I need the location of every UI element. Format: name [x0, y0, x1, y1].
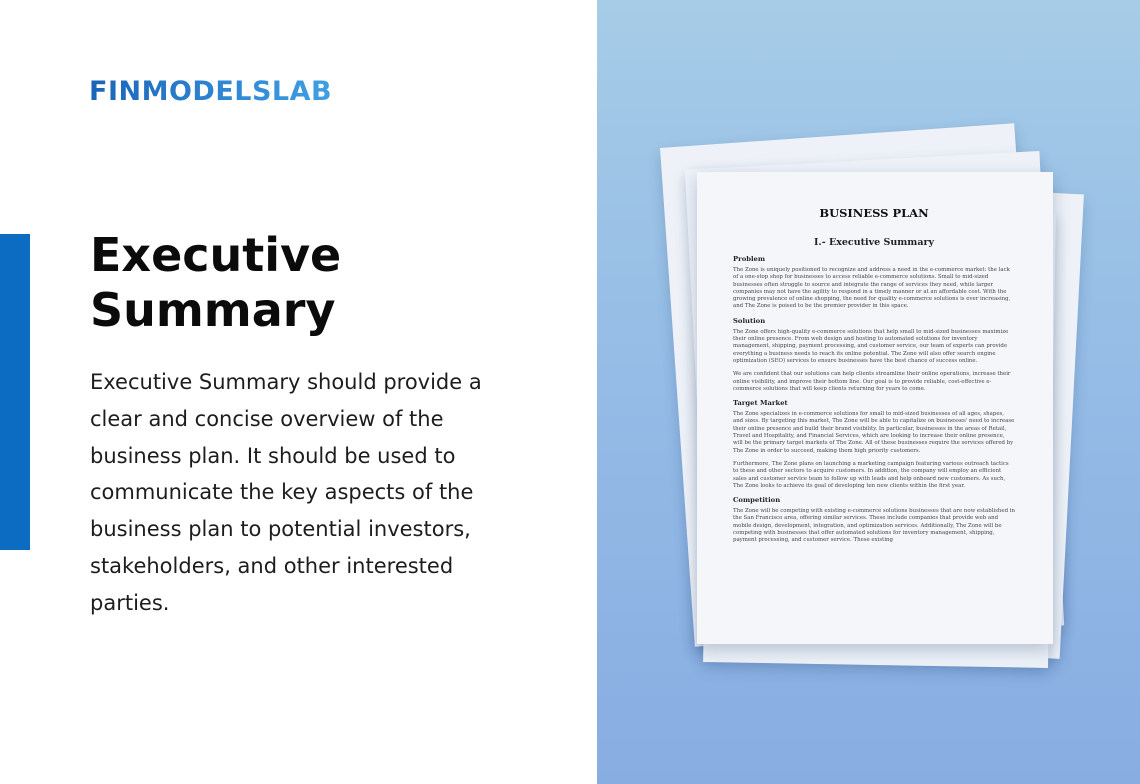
document-title: BUSINESS PLAN	[819, 206, 929, 220]
section-heading-problem: Problem	[733, 255, 766, 263]
section-heading-solution: Solution	[733, 316, 766, 325]
section-paragraph: The Zone specializes in e-commerce solutions for small to mid-sized businesses of all ages, shapes, and sizes. By targeting this market, The Zone will be able to capitalize on businesses' need to increase their online presence and build their brand visibility. In particular, businesses in the areas of Retail, Travel and Hospitality, and Financial Services, which are looking to increase their online presence, will be the primary target markets of The Zone. All of these businesses require the services offered by The Zone in order to succeed, making them high priority customers.	[733, 411, 1015, 454]
section-paragraph: The Zone is uniquely positioned to recognize and address a need in the e-commerce market: the lack of a one-stop shop for businesses to access reliable e-commerce solutions. Small to mid-sized businesses often struggle to source and integrate the range of services they need, while larger companies may not have the agility to respond in a timely manner or at an affordable cost. With the growing prevalence of online shopping, the need for quality e-commerce solutions is ever increasing, and The Zone is poised to be the premier provider in this space.	[733, 267, 1011, 310]
section-heading-target-market: Target Market	[733, 399, 788, 408]
document-subtitle: I.- Executive Summary	[813, 237, 935, 248]
section-paragraph: The Zone offers high-quality e-commerce solutions that help small to mid-sized businesses maximize their online presence. From web design and hosting to automated solutions for inventory management, shipping, payment processing, and customer service, our team of experts can provide everything a business needs to reach its online potential. The Zone will also offer search engine optimization (SEO) services to ensure businesses have the best chance of success online.	[733, 328, 1009, 364]
page-title: Executive Summary	[90, 228, 342, 337]
accent-bar	[0, 234, 30, 550]
section-paragraph: The Zone will be competing with existing e-commerce solutions businesses that are now established in the San Francisco area, offering similar services. These include companies that provide web and mobile design, development, integration, and optimization services. Additionally, The Zone will be competing with businesses that offer automated solutions for inventory management, shipping, payment processing, and customer service. These existing	[733, 508, 1015, 544]
section-paragraph: Furthermore, The Zone plans on launching a marketing campaign featuring various outreach tactics to these and other sectors to acquire customers. In addition, the company will employ an efficient sales and customer service team to follow up with leads and help onboard new customers. As such, The Zone looks to achieve its goal of developing ten new clients within the first year.	[733, 460, 1009, 489]
business-plan-page	[697, 172, 1053, 644]
section-paragraph: We are confident that our solutions can help clients streamline their online operations, increase their online visibility, and improve their bottom line. Our goal is to provide reliable, cost-effective e-commerce solutions that will keep clients returning for years to come.	[733, 371, 1011, 392]
page-description: Executive Summary should provide a clear and concise overview of the business plan. It should be used to communicate the key aspects of the business plan to potential investors, stakeholders, and other interested parties.	[90, 370, 482, 615]
section-heading-competition: Competition	[733, 496, 781, 505]
document-illustration-panel	[597, 0, 1140, 784]
brand-logo[interactable]: FINMODELSLAB	[89, 76, 333, 107]
